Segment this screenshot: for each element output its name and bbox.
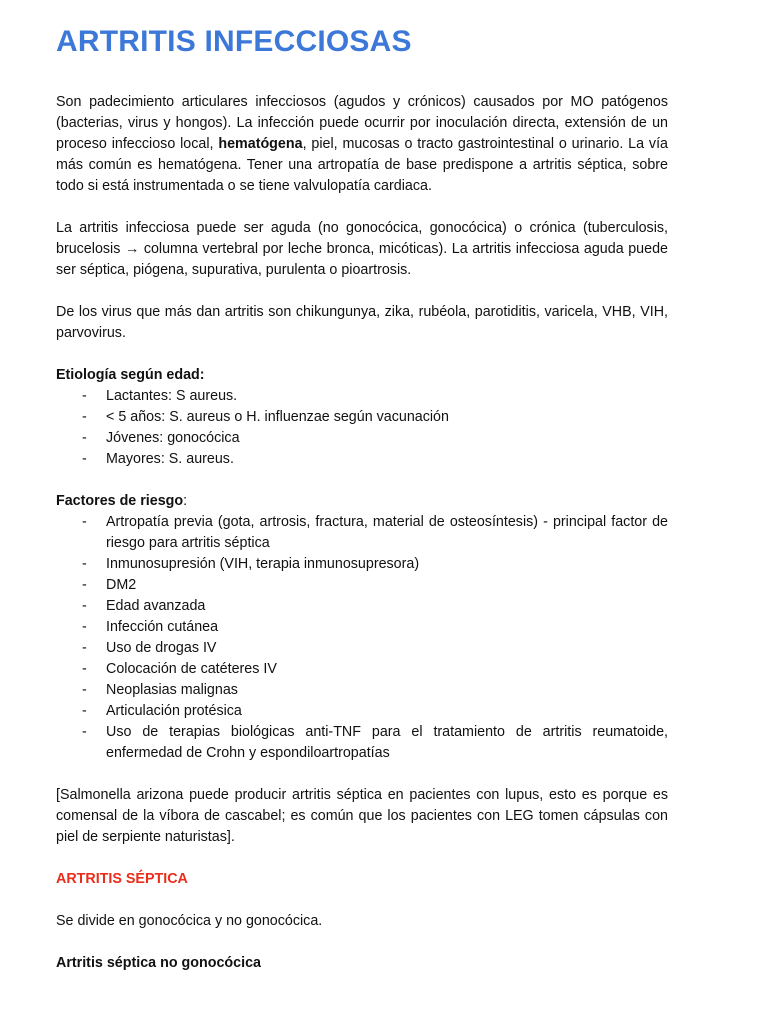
intro-text-part2: , piel, mucosas o tracto gastrointestinal o urinario. La vía más común es hematógena. Tener una artropatía de base predispone a artritis séptica, sobre todo si está instrumentada o se tiene valvulopatía cardiaca. xyxy=(56,136,668,194)
etiology-heading: Etiología según edad: xyxy=(56,367,205,383)
classification-paragraph: La artritis infecciosa puede ser aguda (no gonocócica, gonocócica) o crónica (tuberculosis, brucelosis → columna vertebral por leche bronca, micóticas). La artritis infecciosa aguda puede ser séptica, piógena, supurativa, purulenta o pioartrosis. xyxy=(56,220,668,278)
intro-paragraph xyxy=(56,92,668,197)
salmonella-note: [Salmonella arizona puede producir artritis séptica en pacientes con lupus, esto es porque es comensal de la víbora de cascabel; es común que los pacientes con LEG tomen cápsulas con piel de serpiente naturistas]. xyxy=(56,787,668,845)
list-item: - Lactantes: S aureus. xyxy=(56,386,668,407)
intro-bold-term: hematógena xyxy=(218,136,303,152)
list-item: - Inmunosupresión (VIH, terapia inmunosupresora) xyxy=(56,554,668,575)
page-title: ARTRITIS INFECCIOSAS xyxy=(56,25,412,58)
list-item: - DM2 xyxy=(56,575,668,596)
list-item: - Infección cutánea xyxy=(56,617,668,638)
risk-factors-heading-text: Factores de riesgo xyxy=(56,493,184,509)
list-item: - Mayores: S. aureus. xyxy=(56,449,668,470)
septic-arthritis-heading: ARTRITIS SÉPTICA xyxy=(56,871,188,887)
list-item: - < 5 años: S. aureus o H. influenzae según vacunación xyxy=(56,407,668,428)
list-item: - Neoplasias malignas xyxy=(56,680,668,701)
septic-division-text: Se divide en gonocócica y no gonocócica. xyxy=(56,913,323,929)
risk-factors-list xyxy=(56,512,668,764)
viruses-paragraph: De los virus que más dan artritis son chikungunya, zika, rubéola, parotiditis, varicela, VHB, VIH, parvovirus. xyxy=(56,304,668,341)
risk-factors-heading xyxy=(56,491,668,512)
list-item: - Artropatía previa (gota, artrosis, fractura, material de osteosíntesis) - principal factor de riesgo para artritis séptica xyxy=(56,512,668,554)
list-item: - Colocación de catéteres IV xyxy=(56,659,668,680)
list-item: - Jóvenes: gonocócica xyxy=(56,428,668,449)
list-item: - Articulación protésica xyxy=(56,701,668,722)
non-gonococcal-subheading: Artritis séptica no gonocócica xyxy=(56,955,261,971)
list-item: - Edad avanzada xyxy=(56,596,668,617)
risk-factors-heading-colon: : xyxy=(183,493,188,509)
etiology-list xyxy=(56,386,668,470)
list-item: - Uso de terapias biológicas anti-TNF para el tratamiento de artritis reumatoide, enfermedad de Crohn y espondiloartropatías xyxy=(56,722,668,764)
list-item: - Uso de drogas IV xyxy=(56,638,668,659)
intro-text-part1: Son padecimiento articulares infecciosos (agudos y crónicos) causados por MO patógenos (bacterias, virus y hongos). La infección puede ocurrir por inoculación directa, extensión de un proceso infeccioso local, xyxy=(56,94,668,152)
